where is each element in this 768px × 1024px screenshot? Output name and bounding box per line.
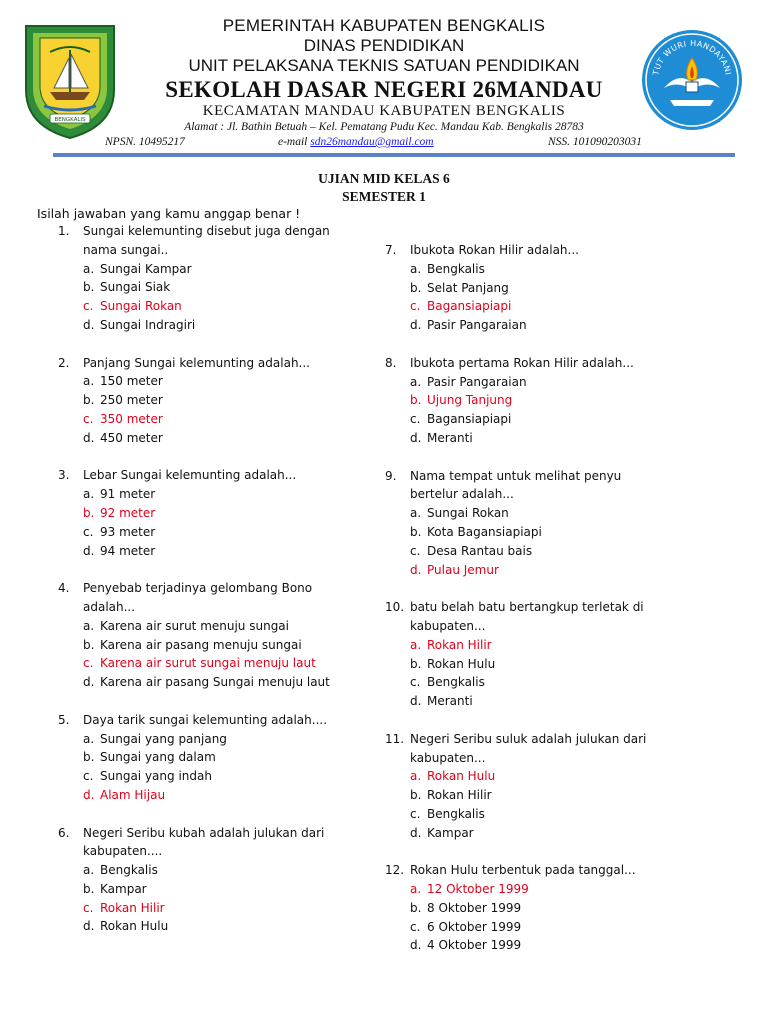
option-letter: c.: [410, 806, 421, 821]
answer-option: [58, 767, 358, 786]
option-text: Rokan Hilir: [100, 900, 165, 915]
question-text: Ibukota Rokan Hilir adalah...: [410, 243, 579, 257]
option-letter: d.: [410, 562, 422, 577]
answer-option: [385, 279, 685, 298]
answer-option: [385, 410, 685, 429]
option-letter: a.: [83, 261, 95, 276]
question-number: 1.: [58, 224, 70, 238]
question-spacer: [385, 335, 685, 354]
questions-left-column: [58, 222, 358, 936]
question-stem: [385, 598, 685, 636]
question-text: Sungai kelemunting disebut juga dengan nama sungai..: [83, 224, 330, 257]
question-number: 11.: [385, 731, 405, 746]
answer-option: [58, 617, 358, 636]
question-number: 8.: [385, 355, 397, 370]
answer-option: [58, 730, 358, 749]
option-letter: d.: [410, 318, 422, 333]
answer-option: [58, 372, 358, 391]
option-text: 250 meter: [100, 393, 163, 408]
option-text: Ujung Tanjung: [427, 393, 513, 408]
answer-option: [385, 899, 685, 918]
question-text: Lebar Sungai kelemunting adalah...: [83, 468, 297, 483]
header-government: PEMERINTAH KABUPATEN BENGKALIS: [222, 16, 546, 35]
answer-option-correct: [385, 391, 685, 410]
question-number: 2.: [58, 355, 70, 370]
answer-option: [58, 673, 358, 692]
option-letter: b.: [410, 524, 422, 539]
question-item: [58, 579, 358, 692]
answer-option: [385, 523, 685, 542]
answer-option: [385, 373, 685, 392]
answer-option: [385, 316, 685, 335]
option-text: 92 meter: [100, 505, 156, 520]
option-letter: a.: [410, 769, 422, 784]
option-letter: c.: [410, 675, 421, 690]
question-item: [385, 861, 685, 955]
option-text: Kampar: [100, 881, 147, 896]
answer-option-correct: [58, 786, 358, 805]
question-text: Negeri Seribu suluk adalah julukan dari kabupaten...: [410, 731, 647, 765]
question-number: 3.: [58, 468, 70, 483]
answer-option: [385, 504, 685, 523]
option-text: Karena air pasang Sungai menuju laut: [100, 675, 330, 690]
answer-option: [385, 260, 685, 279]
option-text: Selat Panjang: [427, 280, 509, 295]
option-letter: d.: [410, 825, 422, 840]
answer-option: [58, 880, 358, 899]
question-text: Negeri Seribu kubah adalah julukan dari kabupaten....: [83, 825, 325, 859]
npsn: NPSN. 10495217: [105, 136, 185, 148]
school-address: Alamat : Jl. Bathin Betuah – Kel. Pematang Pudu Kec. Mandau Kab. Bengkalis 28783: [184, 121, 584, 133]
option-text: Rokan Hulu: [427, 656, 496, 671]
option-letter: b.: [83, 280, 95, 295]
option-text: Sungai Siak: [100, 280, 171, 295]
option-letter: d.: [83, 317, 95, 332]
question-number: 10.: [385, 600, 405, 615]
option-letter: d.: [410, 430, 422, 445]
question-item: [58, 824, 358, 937]
answer-option: [58, 917, 358, 936]
option-letter: b.: [410, 788, 422, 803]
question-stem: [58, 579, 358, 617]
option-text: 93 meter: [100, 524, 156, 539]
question-spacer: [58, 448, 358, 467]
answer-option: [58, 542, 358, 561]
option-text: Rokan Hilir: [427, 788, 492, 803]
option-text: Bagansiapiapi: [427, 412, 512, 427]
question-item: [58, 222, 358, 335]
question-stem: [385, 354, 685, 373]
answer-option: [58, 260, 358, 279]
option-letter: d.: [83, 787, 95, 802]
answer-option: [385, 542, 685, 561]
question-text: Panjang Sungai kelemunting adalah...: [83, 355, 310, 370]
option-letter: d.: [83, 430, 95, 445]
option-text: Karena air pasang menuju sungai: [100, 637, 302, 652]
option-letter: c.: [83, 411, 94, 426]
question-item: [385, 241, 685, 335]
option-letter: c.: [410, 412, 421, 427]
question-text: Nama tempat untuk melihat penyu bertelur adalah...: [410, 468, 622, 502]
answer-option: [58, 316, 358, 335]
option-text: Meranti: [427, 430, 473, 445]
option-text: Kota Bagansiapiapi: [427, 524, 542, 539]
option-letter: b.: [410, 280, 422, 295]
option-letter: d.: [83, 543, 95, 558]
answer-option-correct: [385, 636, 685, 655]
answer-option: [385, 805, 685, 824]
option-text: Bagansiapiapi: [427, 299, 512, 314]
option-text: Rokan Hilir: [427, 637, 492, 652]
option-letter: c.: [83, 299, 94, 314]
answer-option-correct: [385, 561, 685, 580]
question-item: [385, 467, 685, 580]
header-unit: UNIT PELAKSANA TEKNIS SATUAN PENDIDIKAN: [188, 56, 580, 75]
option-letter: b.: [83, 505, 95, 520]
question-stem: [58, 354, 358, 373]
option-text: Karena air surut menuju sungai: [100, 618, 289, 633]
question-text: Rokan Hulu terbentuk pada tanggal...: [410, 863, 636, 878]
question-spacer: [385, 448, 685, 467]
option-text: 6 Oktober 1999: [427, 919, 522, 934]
question-stem: [58, 466, 358, 485]
answer-option: [385, 673, 685, 692]
question-number: 6.: [58, 825, 70, 840]
answer-option-correct: [385, 297, 685, 316]
answer-option: [58, 523, 358, 542]
question-item: [58, 354, 358, 448]
question-stem: [58, 824, 358, 862]
school-name: SEKOLAH DASAR NEGERI 26MANDAU: [165, 77, 603, 102]
option-letter: c.: [410, 919, 421, 934]
option-text: 4 Oktober 1999: [427, 938, 522, 953]
question-spacer: [58, 805, 358, 824]
svg-text:BENGKALIS: BENGKALIS: [54, 117, 86, 123]
answer-option-correct: [58, 899, 358, 918]
header-department: DINAS PENDIDIKAN: [303, 36, 465, 55]
option-text: Karena air surut sungai menuju laut: [100, 656, 316, 671]
option-text: Rokan Hulu: [100, 919, 169, 934]
option-text: Bengkalis: [100, 863, 158, 878]
questions-right-column: [385, 241, 685, 955]
nss: NSS. 101090203031: [548, 136, 642, 148]
answer-option: [58, 391, 358, 410]
question-item: [58, 711, 358, 805]
option-letter: c.: [83, 900, 94, 915]
question-spacer: [385, 843, 685, 862]
option-letter: b.: [83, 750, 95, 765]
question-spacer: [58, 335, 358, 354]
question-stem: [58, 711, 358, 730]
option-letter: a.: [83, 374, 95, 389]
option-letter: c.: [410, 299, 421, 314]
answer-option-correct: [385, 767, 685, 786]
question-number: 7.: [385, 243, 397, 257]
option-letter: a.: [410, 882, 422, 897]
answer-option: [385, 692, 685, 711]
answer-option: [58, 861, 358, 880]
option-letter: a.: [410, 261, 422, 276]
option-text: Bengkalis: [427, 675, 485, 690]
question-item: [385, 730, 685, 843]
question-text: batu belah batu bertangkup terletak di kabupaten...: [410, 600, 644, 633]
answer-option-correct: [385, 880, 685, 899]
question-text: Penyebab terjadinya gelombang Bono adalah...: [83, 581, 313, 614]
option-letter: b.: [410, 900, 422, 915]
question-number: 4.: [58, 581, 70, 596]
question-number: 9.: [385, 468, 397, 483]
answer-option: [385, 824, 685, 843]
question-stem: [385, 730, 685, 768]
question-spacer: [385, 579, 685, 598]
email-label: e-mail: [278, 136, 308, 148]
question-stem: [385, 467, 685, 505]
option-letter: b.: [83, 637, 95, 652]
option-text: Desa Rantau bais: [427, 543, 533, 558]
option-text: 350 meter: [100, 411, 163, 426]
option-letter: d.: [410, 938, 422, 953]
answer-option: [58, 429, 358, 448]
answer-option: [385, 936, 685, 955]
option-letter: a.: [83, 487, 95, 502]
option-text: 91 meter: [100, 487, 156, 502]
option-text: Sungai Kampar: [100, 261, 192, 276]
answer-option-correct: [58, 297, 358, 316]
email-row: [278, 136, 434, 148]
option-letter: d.: [83, 919, 95, 934]
answer-option-correct: [58, 504, 358, 523]
option-letter: c.: [83, 769, 94, 784]
district-name: KECAMATAN MANDAU KABUPATEN BENGKALIS: [202, 103, 566, 119]
exam-semester: SEMESTER 1: [342, 189, 426, 204]
option-letter: b.: [83, 881, 95, 896]
exam-instruction: Isilah jawaban yang kamu anggap benar !: [37, 206, 301, 221]
option-text: Sungai Indragiri: [100, 317, 196, 332]
answer-option-correct: [58, 654, 358, 673]
option-letter: a.: [410, 374, 422, 389]
option-text: Kampar: [427, 825, 474, 840]
answer-option-correct: [58, 410, 358, 429]
header-divider: [53, 153, 735, 157]
answer-option: [58, 636, 358, 655]
answer-option: [58, 278, 358, 297]
answer-option: [385, 429, 685, 448]
option-text: 12 Oktober 1999: [427, 882, 529, 897]
option-text: 150 meter: [100, 374, 163, 389]
option-text: Bengkalis: [427, 806, 485, 821]
option-letter: a.: [410, 637, 422, 652]
option-letter: d.: [410, 694, 422, 709]
svg-text:TUT WURI HANDAYANI: TUT WURI HANDAYANI: [651, 38, 733, 77]
option-letter: b.: [83, 393, 95, 408]
option-text: Alam Hijau: [100, 787, 166, 802]
question-item: [385, 354, 685, 448]
option-text: Sungai yang panjang: [100, 731, 227, 746]
option-letter: c.: [83, 524, 94, 539]
option-text: Sungai yang indah: [100, 769, 212, 784]
question-item: [58, 466, 358, 560]
option-text: Pasir Pangaraian: [427, 318, 527, 333]
option-letter: c.: [410, 543, 421, 558]
option-text: 8 Oktober 1999: [427, 900, 522, 915]
option-letter: d.: [83, 675, 95, 690]
option-text: Pulau Jemur: [427, 562, 499, 577]
question-stem: [385, 241, 685, 260]
option-text: Sungai Rokan: [100, 299, 182, 314]
question-number: 5.: [58, 712, 70, 727]
option-text: 94 meter: [100, 543, 156, 558]
question-stem: [385, 861, 685, 880]
option-text: 450 meter: [100, 430, 163, 445]
question-spacer: [385, 711, 685, 730]
exam-title: UJIAN MID KELAS 6: [318, 171, 450, 186]
question-text: Ibukota pertama Rokan Hilir adalah...: [410, 355, 634, 370]
option-letter: c.: [83, 656, 94, 671]
question-item: [385, 598, 685, 711]
option-letter: b.: [410, 656, 422, 671]
option-letter: a.: [83, 618, 95, 633]
option-text: Sungai yang dalam: [100, 750, 216, 765]
option-text: Bengkalis: [427, 261, 485, 276]
answer-option: [385, 918, 685, 937]
question-spacer: [58, 560, 358, 579]
answer-option: [385, 786, 685, 805]
option-text: Meranti: [427, 694, 473, 709]
answer-option: [385, 655, 685, 674]
question-text: Daya tarik sungai kelemunting adalah....: [83, 712, 328, 727]
option-letter: a.: [83, 731, 95, 746]
question-number: 12.: [385, 863, 405, 878]
question-spacer: [58, 692, 358, 711]
option-letter: a.: [83, 863, 95, 878]
option-letter: a.: [410, 506, 422, 521]
option-letter: b.: [410, 393, 422, 408]
option-text: Rokan Hulu: [427, 769, 496, 784]
option-text: Sungai Rokan: [427, 506, 509, 521]
answer-option: [58, 485, 358, 504]
question-stem: [58, 222, 358, 260]
email-link[interactable]: sdn26mandau@gmail.com: [310, 136, 434, 148]
option-text: Pasir Pangaraian: [427, 374, 527, 389]
answer-option: [58, 748, 358, 767]
